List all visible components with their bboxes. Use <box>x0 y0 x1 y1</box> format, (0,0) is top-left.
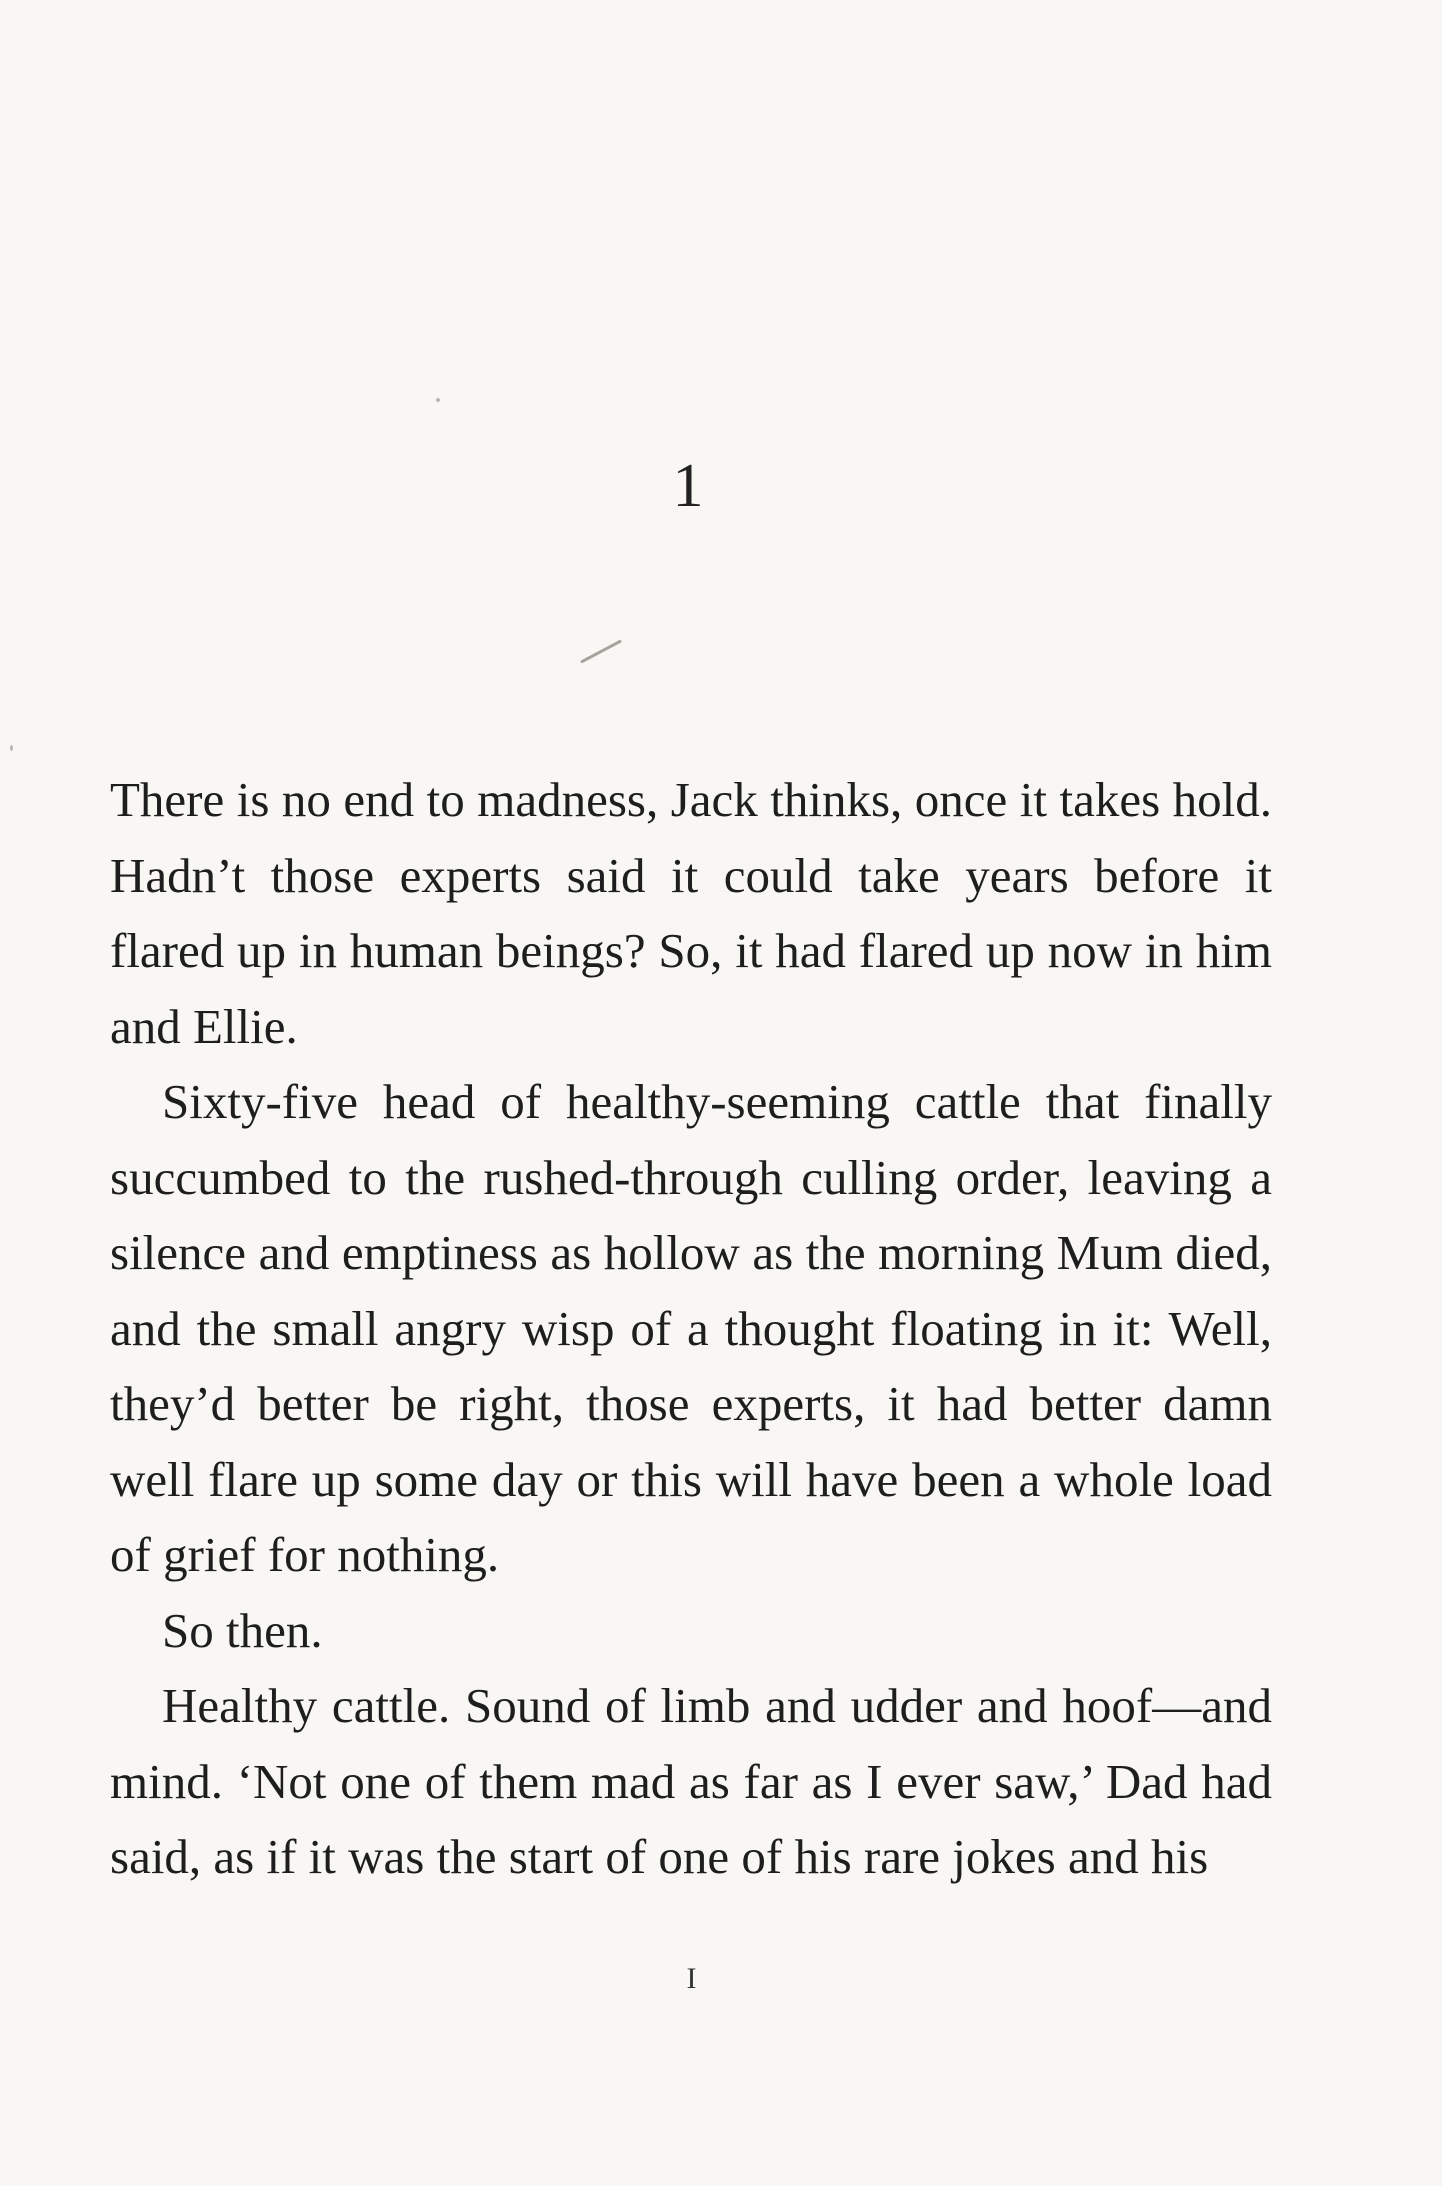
paper-mark <box>580 639 622 663</box>
chapter-number: 1 <box>672 452 704 520</box>
paragraph: Sixty-five head of healthy-seeming cattle that finally succumbed to the rushed-through culling order, leaving a silence and emptiness as hollow as the morning Mum died, and the small angry wisp of a thought floating in it: Well, they’d better be right, those experts, it had better damn well flare up some day or this will have been a whole load of grief for nothing. <box>110 1074 1272 1582</box>
paragraph: So then. <box>162 1602 323 1658</box>
page-number: I <box>686 1962 698 1995</box>
chapter-text <box>110 762 1272 1895</box>
paragraph: There is no end to madness, Jack thinks, once it takes hold. Hadn’t those experts said it could take years before it flared up in human beings? So, it had flared up now in him and Ellie. <box>110 772 1272 1054</box>
paper-speck <box>10 745 13 751</box>
paper-speck <box>436 398 440 402</box>
paragraph: Healthy cattle. Sound of limb and udder and hoof—and mind. ‘Not one of them mad as far as I ever saw,’ Dad had said, as if it was the start of one of his rare jokes and his <box>110 1678 1272 1884</box>
